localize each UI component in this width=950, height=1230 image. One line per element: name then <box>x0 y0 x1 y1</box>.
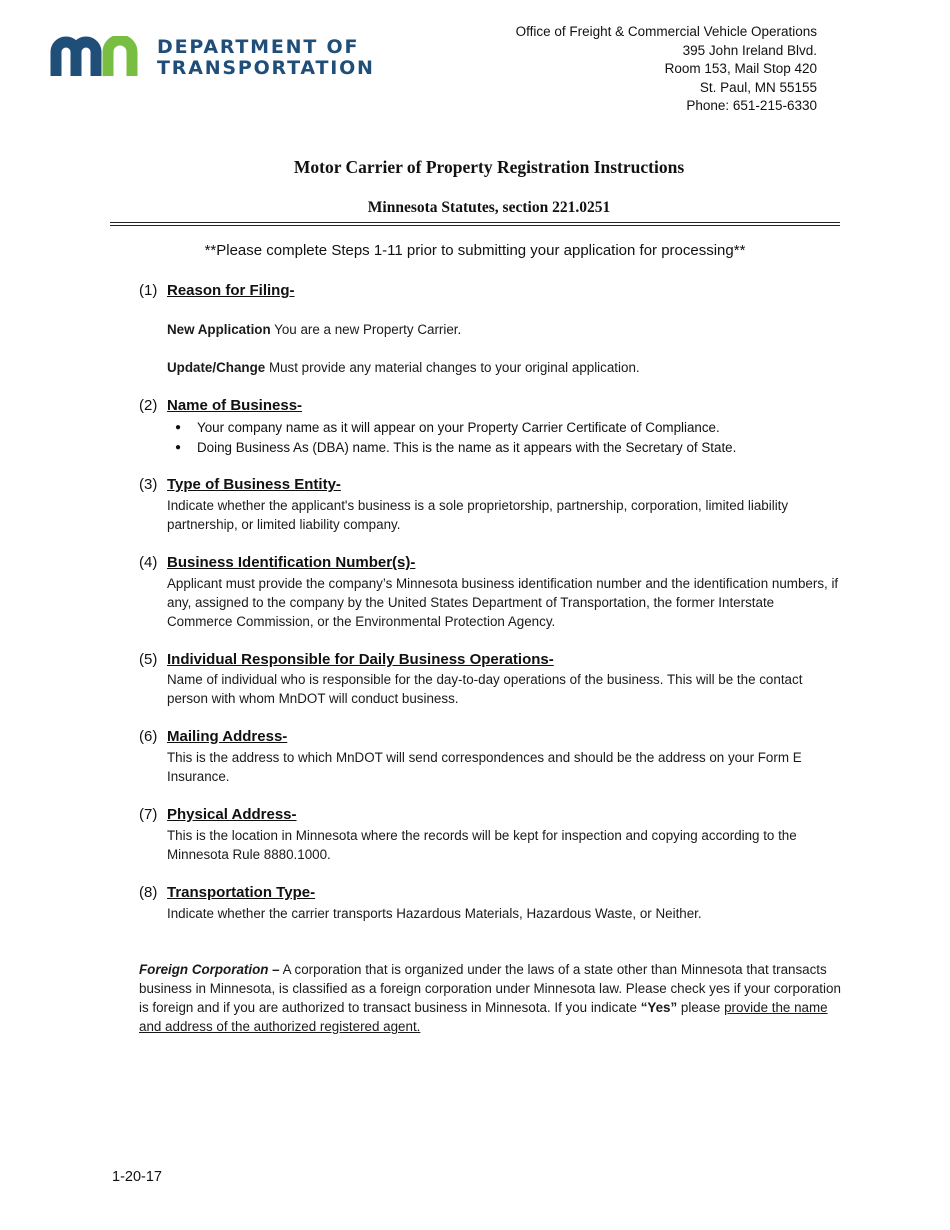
address-line: St. Paul, MN 55155 <box>699 79 817 95</box>
foreign-corporation-label: Foreign Corporation – <box>139 962 280 977</box>
title-divider <box>110 225 840 226</box>
transportation-type-text: Indicate whether the carrier transports Hazardous Materials, Hazardous Waste, or Neither. <box>167 906 702 921</box>
section-heading-transportation-type: Transportation Type- <box>167 884 316 901</box>
update-change-text: Must provide any material changes to your original application. <box>265 360 640 375</box>
address-line: Phone: 651-215-6330 <box>686 98 817 114</box>
new-application-label: New Application <box>167 322 271 337</box>
bullet-icon: ● <box>175 422 182 433</box>
section-number: (8) <box>139 884 158 901</box>
section-number: (5) <box>139 651 158 668</box>
business-id-text: Applicant must provide the company’s Minnesota business identification number and the identification numbers, if any, assigned to the company by the United States Department of Transportation, the former Interstate Commerce Commission, or the Environmental Protection Agency. <box>167 576 839 629</box>
address-line: Room 153, Mail Stop 420 <box>664 61 817 77</box>
list-item: ● Your company name as it will appear on your Property Carrier Certificate of Compliance. <box>197 418 736 438</box>
section-number: (2) <box>139 397 158 414</box>
revision-date: 1-20-17 <box>112 1169 162 1185</box>
mndot-logo <box>50 36 385 80</box>
physical-address-text: This is the location in Minnesota where the records will be kept for inspection and copying according to the Minnesota Rule 8880.1000. <box>167 828 797 862</box>
section-heading-reason: Reason for Filing- <box>167 282 295 299</box>
yes-emphasis: “Yes” <box>640 1000 678 1015</box>
title-divider <box>110 222 840 223</box>
section-number: (3) <box>139 476 158 493</box>
new-application-desc <box>167 320 842 339</box>
section-number: (6) <box>139 728 158 745</box>
section-number: (1) <box>139 282 158 299</box>
responsible-individual-text: Name of individual who is responsible for the day-to-day operations of the business. This will be the contact person with whom MnDOT will conduct business. <box>167 672 803 706</box>
business-name-list <box>175 418 737 457</box>
update-change-label: Update/Change <box>167 360 266 375</box>
section-number: (4) <box>139 554 158 571</box>
new-application-text: You are a new Property Carrier. <box>270 322 462 337</box>
section-number: (7) <box>139 806 158 823</box>
document-subtitle: Minnesota Statutes, section 221.0251 <box>367 199 611 216</box>
mailing-address-text: This is the address to which MnDOT will send correspondences and should be the address on your Form E Insurance. <box>167 750 802 784</box>
section-heading-entity-type: Type of Business Entity- <box>167 476 341 493</box>
section-heading-business-name: Name of Business- <box>167 397 303 414</box>
list-item: ● Doing Business As (DBA) name. This is the name as it appears with the Secretary of State. <box>197 438 736 458</box>
document-title: Motor Carrier of Property Registration Instructions <box>293 157 685 177</box>
section-heading-responsible-individual: Individual Responsible for Daily Business Operations- <box>167 651 554 668</box>
section-heading-physical-address: Physical Address- <box>167 806 297 823</box>
bullet-icon: ● <box>175 441 182 453</box>
foreign-corporation-paragraph: Foreign Corporation – A corporation that is organized under the laws of a state other than Minnesota that transacts business in Minnesota, is classified as a foreign corporation under Minnesota law. Please check yes if your corporation is foreign and if you are authorized to transact business in Minnesota. If you indicate “Yes” please provide the name and address of the authorized registered agent. <box>139 962 841 1034</box>
registered-agent-instruction: provide the name and address of the authorized registered agent. <box>139 1000 828 1034</box>
section-heading-business-id: Business Identification Number(s)- <box>167 554 416 571</box>
entity-type-text: Indicate whether the applicant's business is a sole proprietorship, partnership, corporation, limited liability partnership, or limited liability company. <box>167 498 789 532</box>
address-line: 395 John Ireland Blvd. <box>682 42 817 58</box>
section-heading-mailing-address: Mailing Address- <box>167 728 288 745</box>
office-address <box>516 23 817 116</box>
logo-line-1: DEPARTMENT OF <box>157 36 360 58</box>
logo-wordmark <box>157 37 375 79</box>
logo-line-2: TRANSPORTATION <box>157 57 375 79</box>
mn-logo-icon <box>50 36 150 80</box>
instructions-notice: **Please complete Steps 1-11 prior to submitting your application for processing** <box>204 242 746 259</box>
update-change-desc <box>167 358 842 377</box>
address-line: Office of Freight & Commercial Vehicle Operations <box>515 24 817 39</box>
